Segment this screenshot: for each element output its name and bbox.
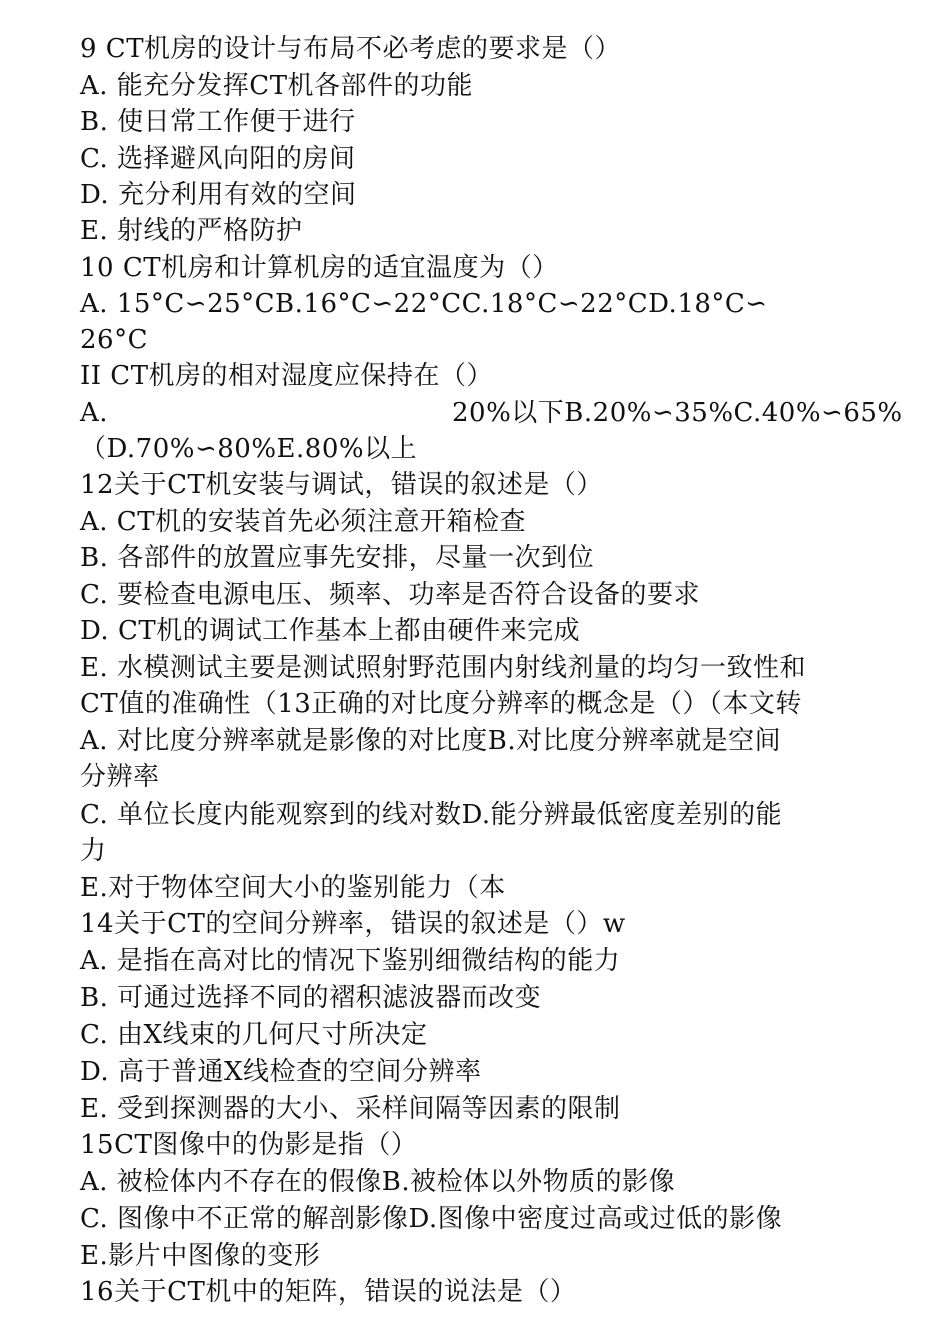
question-14-stem: 14关于CT的空间分辨率，错误的叙述是（）w xyxy=(80,909,626,939)
question-14-option-e: E. 受到探测器的大小、采样间隔等因素的限制 xyxy=(80,1094,621,1124)
question-13-stem: CT值的准确性（13正确的对比度分辨率的概念是（）（本文转 xyxy=(80,689,802,719)
question-14-option-a: A. 是指在高对比的情况下鉴别细微结构的能力 xyxy=(80,946,621,976)
question-13-options-cd-cont: 力 xyxy=(80,836,107,866)
question-12-option-c: C. 要检查电源电压、频率、功率是否符合设备的要求 xyxy=(80,580,700,610)
question-9-option-a: A. 能充分发挥CT机各部件的功能 xyxy=(80,71,474,101)
question-13-options-cd: C. 单位长度内能观察到的线对数D.能分辨最低密度差别的能 xyxy=(80,800,783,830)
question-9-stem: 9 CT机房的设计与布局不必考虑的要求是（） xyxy=(80,34,622,64)
question-9-option-c: C. 选择避风向阳的房间 xyxy=(80,144,356,174)
question-12-option-d: D. CT机的调试工作基本上都由硬件来完成 xyxy=(80,616,581,646)
question-10-options: A. 15°C∽25°CB.16°C∽22°CC.18°C∽22°CD.18°C∽ xyxy=(80,289,768,319)
question-13-option-e: E.对于物体空间大小的鉴别能力（本 xyxy=(80,873,506,903)
question-13-options-ab: A. 对比度分辨率就是影像的对比度B.对比度分辨率就是空间 xyxy=(80,726,782,756)
question-16-stem: 16关于CT机中的矩阵，错误的说法是（） xyxy=(80,1277,577,1307)
question-14-option-c: C. 由X线束的几何尺寸所决定 xyxy=(80,1020,428,1050)
question-12-option-a: A. CT机的安装首先必须注意开箱检查 xyxy=(80,507,527,537)
question-12-option-b: B. 各部件的放置应事先安排，尽量一次到位 xyxy=(80,543,595,573)
question-11-options: 20%以下B.20%∽35%C.40%∽65% xyxy=(452,398,903,428)
question-11-options-cont: （D.70%∽80%E.80%以上 xyxy=(80,434,418,464)
question-12-stem: 12关于CT机安装与调试，错误的叙述是（） xyxy=(80,470,603,500)
question-14-option-b: B. 可通过选择不同的褶积滤波器而改变 xyxy=(80,983,542,1013)
question-13-options-ab-cont: 分辨率 xyxy=(80,762,160,792)
question-15-options-ab: A. 被检体内不存在的假像B.被检体以外物质的影像 xyxy=(80,1167,676,1197)
question-12-option-e: E. 水模测试主要是测试照射野范围内射线剂量的均匀一致性和 xyxy=(80,653,807,683)
question-15-stem: 15CT图像中的伪影是指（） xyxy=(80,1130,418,1160)
question-10-stem: 10 CT机房和计算机房的适宜温度为（） xyxy=(80,253,559,283)
question-11-stem: II CT机房的相对湿度应保持在（） xyxy=(80,361,494,391)
question-15-option-e: E.影片中图像的变形 xyxy=(80,1241,321,1271)
question-10-options-cont: 26°C xyxy=(80,325,148,355)
question-14-option-d: D. 高于普通X线检查的空间分辨率 xyxy=(80,1057,482,1087)
question-9-option-d: D. 充分利用有效的空间 xyxy=(80,180,357,210)
question-9-option-e: E. 射线的严格防护 xyxy=(80,216,303,246)
question-15-options-cd: C. 图像中不正常的解剖影像D.图像中密度过高或过低的影像 xyxy=(80,1204,783,1234)
question-9-option-b: B. 使日常工作便于进行 xyxy=(80,107,356,137)
question-11-option-a-label: A. xyxy=(80,398,109,428)
